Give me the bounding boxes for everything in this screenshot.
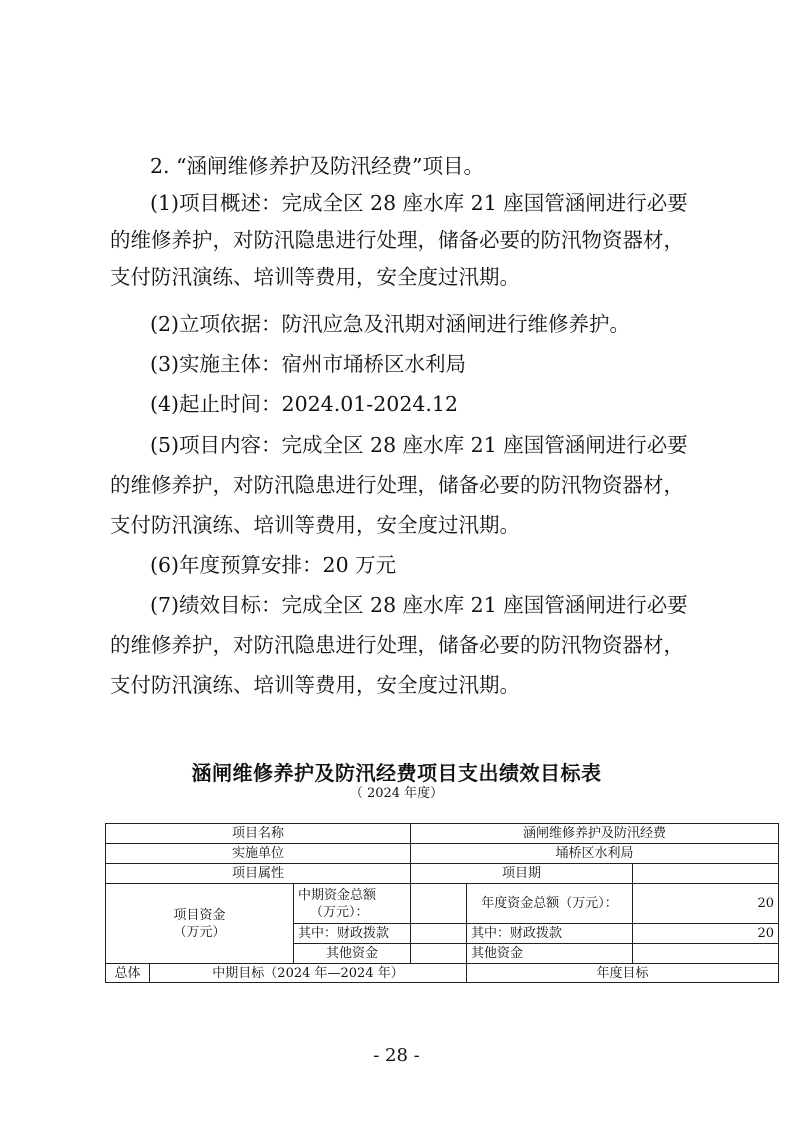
- table-row: [106, 824, 779, 844]
- mid-term-total-label: [294, 884, 411, 924]
- performance-target-table: [105, 823, 779, 983]
- mid-term-fiscal-label: 其中：财政拨款: [294, 924, 411, 944]
- implementer-paragraph: (3)实施主体：宿州市埇桥区水利局: [150, 352, 467, 376]
- implementing-unit-label: 实施单位: [106, 844, 411, 864]
- mid-term-other-value: [411, 944, 467, 964]
- mid-term-fiscal-value: [411, 924, 467, 944]
- target-line-3: 支付防汛演练、培训等费用，安全度过汛期。: [110, 673, 520, 697]
- content-line-3: 支付防汛演练、培训等费用，安全度过汛期。: [110, 513, 520, 537]
- mid-term-total-value: [411, 884, 467, 924]
- annual-fiscal-label: 其中：财政拨款: [467, 924, 633, 944]
- basis-paragraph: (2)立项依据：防汛应急及汛期对涵闸进行维修养护。: [150, 312, 631, 336]
- table-row: [106, 864, 779, 884]
- mid-term-total-label-line-2: （万元）：: [310, 904, 369, 920]
- content-line-1: (5)项目内容：完成全区 28 座水库 21 座国管涵闸进行必要: [150, 433, 688, 457]
- table-row: [106, 964, 779, 983]
- annual-other-value: [633, 944, 779, 964]
- content-line-2: 的维修养护，对防汛隐患进行处理，储备必要的防汛物资器材，: [110, 473, 684, 497]
- target-line-1: (7)绩效目标：完成全区 28 座水库 21 座国管涵闸进行必要: [150, 593, 688, 617]
- annual-other-label: 其他资金: [467, 944, 633, 964]
- overview-line-1: (1)项目概述：完成全区 28 座水库 21 座国管涵闸进行必要: [150, 191, 688, 215]
- mid-term-other-label: 其他资金: [294, 944, 411, 964]
- table-row: [106, 844, 779, 864]
- project-period-value: [633, 864, 779, 884]
- overview-line-2: 的维修养护，对防汛隐患进行处理，储备必要的防汛物资器材，: [110, 228, 684, 252]
- project-name-value: 涵闸维修养护及防汛经费: [411, 824, 779, 844]
- mid-term-total-label-line-1: 中期资金总额: [298, 887, 377, 903]
- timeframe-paragraph: (4)起止时间：2024.01-2024.12: [150, 392, 459, 416]
- implementing-unit-value: 埇桥区水利局: [411, 844, 779, 864]
- budget-paragraph: (6)年度预算安排：20 万元: [150, 553, 397, 577]
- table-subtitle: （ 2024 年度）: [349, 786, 444, 801]
- overview-line-3: 支付防汛演练、培训等费用，安全度过汛期。: [110, 265, 520, 289]
- project-funds-label-line-1: 项目资金: [173, 907, 226, 923]
- project-name-label: 项目名称: [106, 824, 411, 844]
- overall-label: 总体: [106, 964, 150, 983]
- annual-fiscal-value: 20: [633, 924, 779, 944]
- annual-target-label: 年度目标: [467, 964, 779, 983]
- mid-term-target-label: 中期目标（2024 年—2024 年）: [150, 964, 467, 983]
- project-funds-label: [106, 884, 294, 964]
- annual-total-value: 20: [633, 884, 779, 924]
- project-attribute-label: 项目属性: [106, 864, 411, 884]
- table-title: 涵闸维修养护及防汛经费项目支出绩效目标表: [191, 761, 602, 785]
- project-funds-label-line-2: （万元）: [173, 924, 226, 940]
- annual-total-label: 年度资金总额（万元）：: [467, 884, 633, 924]
- target-line-2: 的维修养护，对防汛隐患进行处理，储备必要的防汛物资器材，: [110, 633, 684, 657]
- page-number: - 28 -: [373, 1045, 420, 1066]
- project-period-label: 项目期: [411, 864, 633, 884]
- table-row: [106, 884, 779, 924]
- section-heading: 2. “涵闸维修养护及防汛经费”项目。: [150, 154, 485, 178]
